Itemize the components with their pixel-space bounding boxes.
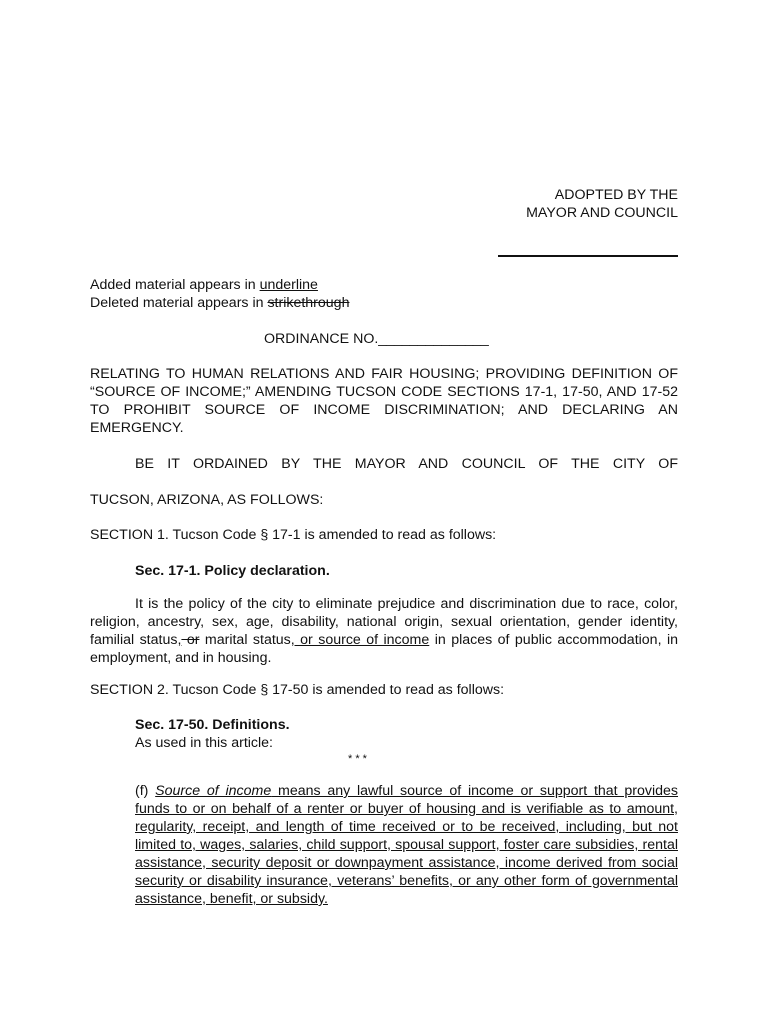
section-17-50-title: Sec. 17-50. Definitions.	[135, 717, 290, 733]
legend-deleted	[90, 294, 678, 312]
deleted-or: or	[181, 632, 200, 648]
enacting-clause-line-2: TUCSON, ARIZONA, AS FOLLOWS:	[90, 492, 324, 508]
legend-underline-sample: underline	[259, 277, 318, 293]
section-17-1-title: Sec. 17-1. Policy declaration.	[135, 563, 330, 579]
adopted-line-2: MAYOR AND COUNCIL	[526, 205, 678, 221]
section-1-heading: SECTION 1. Tucson Code § 17-1 is amended to read as follows:	[90, 527, 497, 543]
ordinance-title: RELATING TO HUMAN RELATIONS AND FAIR HOUSING; PROVIDING DEFINITION OF “SOURCE OF INCOME;” AMENDING TUCSON CODE SECTIONS 17-1, 17-50, AND 17-52 TO PROHIBIT SOURCE OF INCOME DISCRIMINATION; AND DECLARING AN EMERGENCY.	[90, 366, 678, 436]
omission-asterisks: * * *	[348, 753, 367, 765]
added-comma: ,	[177, 632, 182, 648]
section-17-1-body: It is the policy of the city to eliminate prejudice and discrimination due to race, color, religion, ancestry, sex, age, disability, national origin, sexual orientation, gender identity, familial status, or marital status, or source of income in places of public accommodation, in employment, and in housing.	[90, 596, 678, 666]
legend-added	[90, 276, 678, 294]
adopted-line-1: ADOPTED BY THE	[554, 187, 678, 203]
adopted-stamp	[400, 186, 678, 222]
legend-strikethrough-sample: strikethrough	[267, 295, 350, 311]
definition-term: Source of income	[155, 783, 272, 799]
section-2-heading: SECTION 2. Tucson Code § 17-50 is amended to read as follows:	[90, 682, 505, 698]
as-used-text: As used in this article:	[135, 735, 273, 751]
definition-source-of-income	[135, 782, 678, 908]
definition-label: (f)	[135, 783, 156, 799]
legend-deleted-text: Deleted material appears in	[90, 295, 268, 311]
legend-added-text: Added material appears in	[90, 277, 260, 293]
ordinance-number: ORDINANCE NO.______________	[264, 331, 489, 347]
added-source-of-income: , or source of income	[290, 632, 430, 648]
enacting-clause-line-1: BE IT ORDAINED BY THE MAYOR AND COUNCIL OF THE CITY OF	[135, 456, 678, 472]
definition-body: means any lawful source of income or support that provides funds to or on behalf of a renter or buyer of housing and is verifiable as to amount, regularity, receipt, and length of time received or to be received, including, but not limited to, wages, salaries, child support, spousal support, foster care subsidies, rental assistance, security deposit or downpayment assistance, income derived from social security or disability insurance, veterans’ benefits, or any other form of governmental assistance, benefit, or subsidy.	[135, 783, 679, 907]
signature-line	[498, 255, 678, 257]
